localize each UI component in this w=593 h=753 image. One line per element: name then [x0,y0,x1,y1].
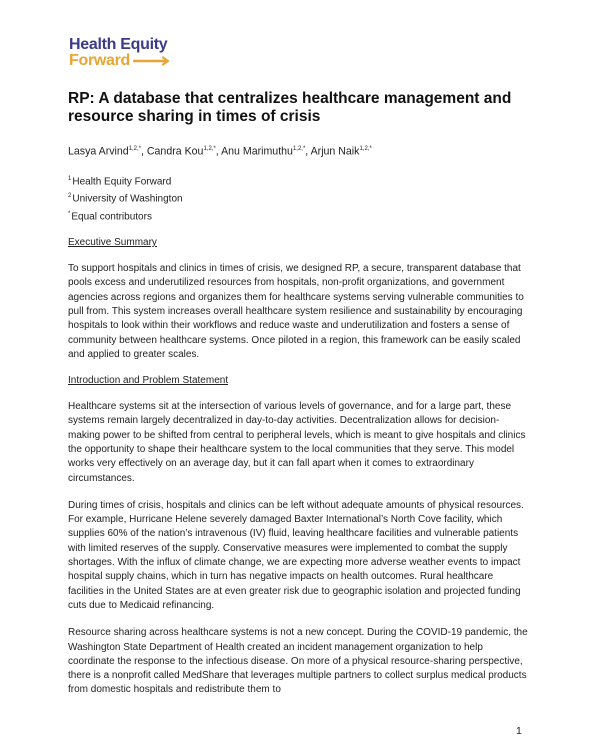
author-superscript: 1,2,* [359,146,372,152]
author-name: Lasya Arvind [68,145,129,158]
arrow-right-icon [133,56,173,66]
logo-text-line2: Forward [69,52,131,69]
paragraph-introduction-2: During times of crisis, hospitals and clinics can be left without adequate amounts of physical resources. For example, Hurricane Helene severely damaged Baxter International’s North Cove facility, which supplies 60% of the nation’s intravenous (IV) fluid, leaving healthcare facilities and vulnerable patients with limited reserves of the supply. Conservative measures were implemented to combat the supply shortages. With the influx of climate change, we are expecting more adverse weather events to impact hospital supply chains, which in turn has negative impacts on health outcomes. Rural healthcare facilities in the United States are at even greater risk due to geographic isolation and projected funding cuts due to Medicaid refinancing. [68,499,524,611]
author-name: Candra Kou [146,145,204,158]
logo-text-line1: Health Equity [69,36,168,53]
section-heading-executive-summary: Executive Summary [68,237,157,249]
health-equity-forward-logo [69,37,173,69]
paragraph-introduction-1: Healthcare systems sit at the intersection of various levels of governance, and for a large part, these systems remain largely decentralized in day-to-day activities. Decentralization allows for decision-making power to be shifted from central to peripheral levels, which is meant to give hospitals and clinics the opportunity to shape their healthcare system to the local communities that they serve. This model works very effectively on an average day, but it can fall apart when it comes to extraordinary circumstances. [68,401,526,484]
author-list: Lasya Arvind$^{1,2,*}$, Candra Kou$^{1,2,*}$, Anu Marimuthu$^{1,2,*}$, Arjun Naik$^{1,2,*}$ [68,145,372,158]
author-name: Arjun Naik [310,145,360,158]
paragraph-executive-summary: To support hospitals and clinics in times of crisis, we designed RP, a secure, transparent database that pools excess and underutilized resources from hospitals, non-profit organizations, and government agencies across regions and organizes them for healthcare systems serving vulnerable communities to pull from. This system increases overall healthcare system resilience and sustainability by encouraging hospitals to look within their workflows and reduce waste and underutilization and fosters a sense of community between healthcare systems. Once piloted in a region, this framework can be easily scaled and applied to greater scales. [68,263,524,360]
author-superscript: 1,2,* [292,146,306,152]
affiliation-item: *Equal contributors [68,211,152,223]
affiliation-list [68,172,528,225]
section-heading-introduction: Introduction and Problem Statement [68,375,229,387]
paper-body [68,90,528,698]
paragraph-introduction-3: Resource sharing across healthcare systems is not a new concept. During the COVID-19 pandemic, the Washington State Department of Health created an incident management organization to help coordinate the response to the infectious disease. On more of a physical resource-sharing perspective, there is a nonprofit called MedShare that leverages multiple partners to collect surplus medical products from domestic hospitals and redistribute them to [68,627,528,696]
author-superscript: 1,2,* [128,146,141,152]
affiliation-item: $^2$University of Washington [68,193,183,205]
page-number: 1 [516,725,522,737]
author-superscript: 1,2,* [203,146,216,152]
author-name: Anu Marimuthu [221,145,293,158]
paper-title: RP: A database that centralizes healthcare management and resource sharing in times of crisis [68,90,512,125]
affiliation-item: $^1$Health Equity Forward [68,175,172,187]
